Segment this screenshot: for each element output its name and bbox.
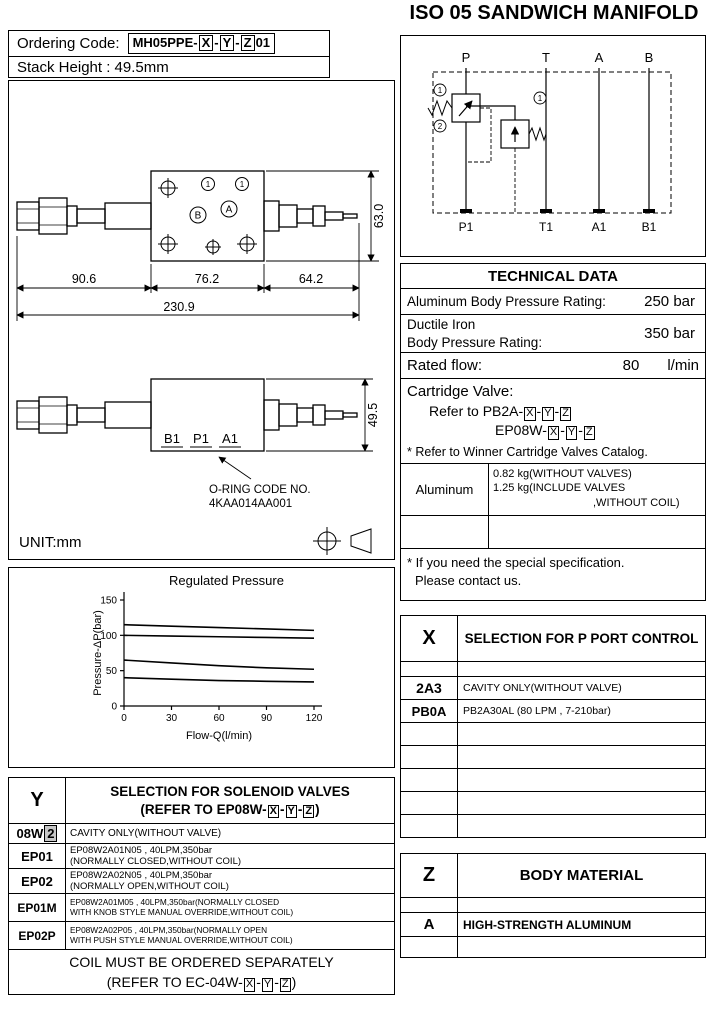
port-label-t: T [542,50,550,65]
coil-note-line2: (REFER TO EC-04W- X - Y - Z ) [106,974,297,990]
y-table-row-ep02p: EP02P EP08W2A02P05 , 40LPM,350bar(NORMALLY OPEN WITH PUSH STYLE MANUAL OVERRIDE,WITHOUT COIL) [9,922,394,950]
pressure-rating-aluminum-row [401,289,705,315]
y-table-title: SELECTION FOR SOLENOID VALVES (REFER TO EP08W- X - Y - Z ) [110,783,350,817]
tag-2: 2 [437,122,443,131]
x-table-empty-row [401,792,705,815]
port-label-t1: T1 [538,220,554,234]
ordering-code-value: MH05PPE- X - Y - Z 01 [128,33,275,53]
stack-height-label: Stack Height : 49.5mm [17,58,169,76]
hydraulic-schematic-panel [400,35,706,257]
z-table-empty-row [401,898,705,913]
x-table-header [401,616,705,662]
port-hole-b: B [194,210,202,222]
port-label-p: P [461,50,471,65]
y-table-header [9,778,394,824]
pressure-rating-iron-row: Ductile Iron Body Pressure Rating: 350 bar [401,315,705,353]
oring-label: O-RING CODE NO. [209,484,311,496]
y-table-row-ep01m: EP01M EP08W2A01M05 , 40LPM,350bar(NORMALLY CLOSED WITH KNOB STYLE MANUAL OVERRIDE,WITHOUT COIL) [9,894,394,922]
code-z-box: Z [241,35,255,51]
cartridge-ref-ep08w: EP08W- X - Y - Z [495,422,593,439]
y-table-title-ref: (REFER TO EP08W- X - Y - Z ) [140,801,320,817]
svg-text:30: 30 [165,713,178,724]
z-table-row-a: A HIGH-STRENGTH ALUMINUM [401,913,705,937]
x-table-row-pb0a: PB0A PB2A30AL (80 LPM , 7-210bar) [401,700,705,723]
z-selection-table [400,853,706,958]
y-table-row-ep02: EP02 EP08W2A02N05 , 40LPM,350bar (NORMALLY OPEN,WITHOUT COIL) [9,869,394,894]
x-table-empty-row [401,815,705,838]
stack-height-row [9,57,329,77]
ordering-code-row [9,31,329,57]
side-view-body [17,379,357,451]
rated-flow-row [401,353,705,379]
dim-76-2: 76.2 [194,272,220,286]
dim-63-0: 63.0 [372,203,386,229]
tag-3: 1 [537,94,543,103]
weight-table [401,463,705,549]
x-selection-table [400,615,706,838]
x-table-empty-row [401,746,705,769]
ordering-code-panel [8,30,330,78]
y-selection-table [8,777,395,995]
catalog-note: * Refer to Winner Cartridge Valves Catalog. [407,445,648,459]
dim-64-2: 64.2 [298,272,324,286]
svg-text:Flow-Q(l/min): Flow-Q(l/min) [186,730,252,742]
manifold-boundary [433,72,671,213]
weight-empty-cell [489,516,705,549]
aluminum-rating-value: 250 bar [644,293,695,310]
oring-code: 4KAA014AA001 [209,498,293,510]
regulated-pressure-chart-panel [8,567,395,768]
x-table-empty-row [401,662,705,677]
cartridge-valve-title: Cartridge Valve: [407,383,514,400]
special-spec-note: * If you need the special specification. Please contact us. [407,555,625,588]
svg-text:50: 50 [105,666,117,678]
svg-text:90: 90 [260,713,273,724]
code-y-box: Y [220,35,235,51]
port-label-b1: B1 [641,220,657,234]
svg-text:100: 100 [100,630,117,642]
ordering-code-label: Ordering Code: [17,35,120,52]
rated-flow-unit: l/min [667,357,699,374]
technical-data-panel [400,263,706,601]
port-label-a: A [594,50,604,65]
top-view-body [17,171,357,261]
x-table-empty-row [401,769,705,792]
dimension-drawing-panel [8,80,395,560]
top-tag-1: 1 [205,180,211,189]
top-tag-2: 1 [239,180,245,189]
rated-flow-label: Rated flow: [407,357,483,374]
technical-data-title: TECHNICAL DATA [401,264,705,289]
dimension-drawing [9,81,393,558]
y-table-key: Y [9,778,66,823]
chart-curve [124,678,314,682]
height-dimension [266,171,379,261]
projection-symbol [313,527,371,555]
rated-flow-value: 80 [622,357,640,374]
hydraulic-schematic [401,36,704,255]
x-table-row-2a3: 2A3 CAVITY ONLY(WITHOUT VALVE) [401,677,705,700]
z-table-key: Z [401,854,458,897]
side-port-a1: A1 [222,431,238,446]
port-label-b: B [644,50,654,65]
tag-1: 1 [437,86,443,95]
svg-text:60: 60 [213,713,225,724]
x-table-key: X [401,616,458,661]
y-table-row-08w2: 08W 2 CAVITY ONLY(WITHOUT VALVE) [9,824,394,844]
x-table-title: SELECTION FOR P PORT CONTROL [464,631,699,646]
svg-text:150: 150 [100,595,117,607]
coil-note-line1: COIL MUST BE ORDERED SEPARATELY [69,954,334,971]
svg-text:120: 120 [305,713,323,724]
cartridge-ref-pb2a: Refer to PB2A- X - Y - Z [429,403,569,420]
port-hole-a: A [225,204,233,216]
code-x-box: X [199,35,214,51]
unit-note: UNIT:mm [19,534,82,551]
aluminum-rating-label: Aluminum Body Pressure Rating: [407,294,606,309]
chart-curve [124,625,314,631]
chart-curve [124,635,314,638]
port-label-p1: P1 [458,220,474,234]
z-table-title: BODY MATERIAL [519,867,644,884]
z-table-empty-row [401,937,705,957]
dim-90-6: 90.6 [71,272,97,286]
top-view-ports [158,178,257,256]
regulated-pressure-chart [9,588,393,760]
weight-values: 0.82 kg(WITHOUT VALVES) 1.25 kg(INCLUDE VALVES ,WITHOUT COIL) [489,464,705,516]
page-title: ISO 05 SANDWICH MANIFOLD [409,2,699,24]
spring-symbol [428,101,452,115]
chart-curve [124,660,314,669]
chart-title: Regulated Pressure [169,573,284,588]
svg-text:Pressure-ΔP(bar): Pressure-ΔP(bar) [92,610,104,696]
weight-empty-cell [401,516,489,549]
iron-rating-value: 350 bar [644,325,695,342]
oring-leader-line [219,457,251,479]
flow-lines [466,68,649,213]
cartridge-valve-section [401,379,705,441]
side-port-p1: P1 [193,431,209,446]
x-table-empty-row [401,723,705,746]
y-table-row-ep01: EP01 EP08W2A01N05 , 40LPM,350bar (NORMALLY CLOSED,WITHOUT COIL) [9,844,394,869]
port-pads [460,209,655,213]
weight-material: Aluminum [401,464,489,516]
y-table-footer [9,950,394,996]
highlighted-digit: 2 [44,825,57,842]
port-label-a1: A1 [591,220,607,234]
dim-49-5: 49.5 [366,402,380,428]
dim-230-9: 230.9 [163,300,195,314]
side-port-b1: B1 [164,431,180,446]
spring-symbol [529,128,546,140]
svg-text:0: 0 [111,701,117,713]
svg-text:0: 0 [121,713,127,724]
z-table-header [401,854,705,898]
